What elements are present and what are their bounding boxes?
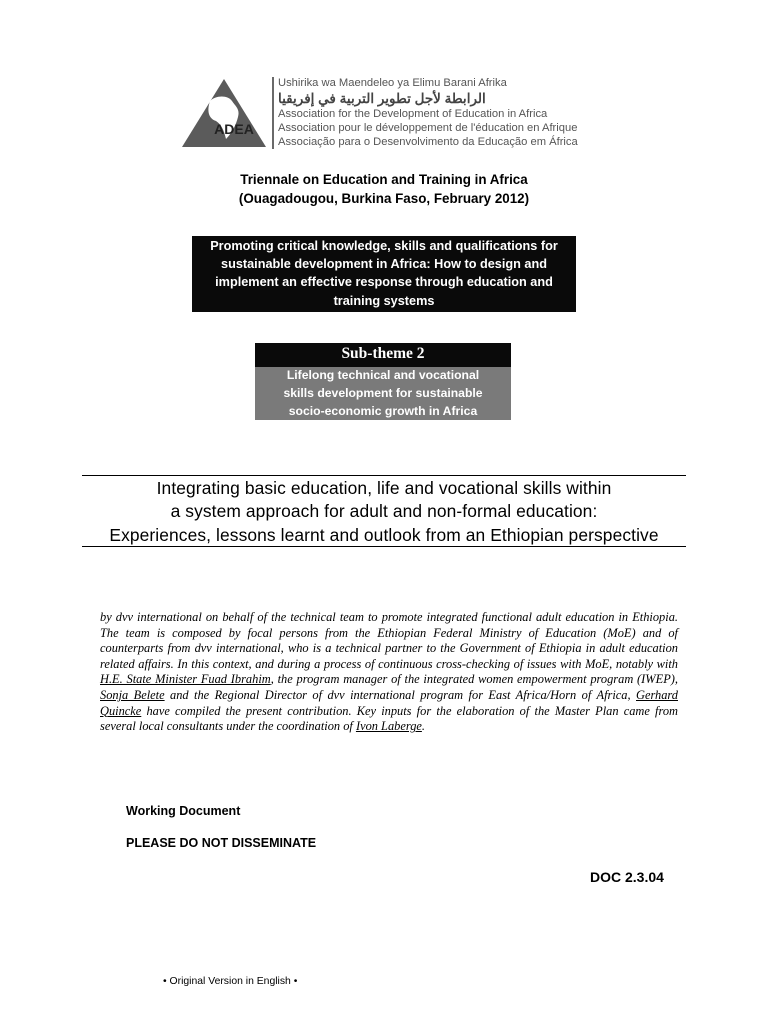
conference-location: (Ouagadougou, Burkina Faso, February 2012) xyxy=(238,191,530,206)
person-name: Gerhard Quincke xyxy=(100,687,678,718)
working-document-label: Working Document xyxy=(126,804,241,818)
theme-line: implement an effective response through education and xyxy=(215,275,553,290)
person-name: Ivon Laberge xyxy=(355,719,422,734)
subtheme-line: Lifelong technical and vocational xyxy=(286,368,480,382)
title-line: Integrating basic education, life and vocational skills within xyxy=(156,478,612,498)
subtheme-line: socio-economic growth in Africa xyxy=(288,403,478,418)
theme-line: Promoting critical knowledge, skills and qualifications for xyxy=(210,239,558,253)
title-line: Experiences, lessons learnt and outlook from an Ethiopian perspective xyxy=(109,524,659,545)
abstract-text: by dvv international on behalf of the technical team to promote integrated functional adult education in Ethiopia. The team is composed by focal persons from the Ethiopian Federal Ministry of Education (MoE) and of counterparts from dvv international, who is a technical partner to the Government of Ethiopia in adult education related affairs. In this context, and during a process of continuous cross-checking of issues with MoE, notably with xyxy=(100,610,678,671)
subtheme-box xyxy=(255,367,511,420)
document-title xyxy=(72,477,696,547)
adea-logo xyxy=(180,72,590,154)
logo-arabic: الرابطة لأجل تطوير التربية في إفريقيا xyxy=(278,91,486,106)
logo-portuguese: Associação para o Desenvolvimento da Educação em África xyxy=(278,136,578,148)
logo-divider xyxy=(272,77,274,149)
subtheme-heading: Sub-theme 2 xyxy=(255,343,511,367)
abstract-text: , the program manager of the integrated women empowerment program (IWEP), xyxy=(270,672,678,687)
document-number: DOC 2.3.04 xyxy=(590,869,664,885)
title-line: a system approach for adult and non-formal education: xyxy=(170,501,598,522)
logo-french: Association pour le développement de l'éducation en Afrique xyxy=(278,122,578,134)
theme-line: sustainable development in Africa: How to design and xyxy=(221,257,547,272)
adea-acronym: ADEA xyxy=(214,121,254,137)
logo-text-block xyxy=(278,77,578,149)
subtheme-line: skills development for sustainable xyxy=(283,385,483,400)
original-version-note: • Original Version in English • xyxy=(163,976,298,987)
adea-emblem-icon xyxy=(180,73,268,153)
person-name: Sonja Belete xyxy=(100,687,165,702)
abstract-text: have compiled the present contribution. Key inputs for the elaboration of the Master Plan came from several local consultants under the coordination of xyxy=(100,703,678,734)
conference-title: Triennale on Education and Training in Africa xyxy=(240,172,528,187)
title-rule-top xyxy=(82,475,686,476)
abstract-text: . xyxy=(421,719,425,734)
theme-line: training systems xyxy=(333,293,435,308)
logo-swahili: Ushirika wa Maendeleo ya Elimu Barani Afrika xyxy=(278,77,507,89)
abstract-text: and the Regional Director of dvv international program for East Africa/Horn of Africa, xyxy=(164,687,636,702)
title-rule-bottom xyxy=(82,546,686,547)
person-name: H.E. State Minister Fuad Ibrahim xyxy=(100,672,271,687)
authorship-paragraph xyxy=(100,610,678,735)
do-not-disseminate-label: PLEASE DO NOT DISSEMINATE xyxy=(126,836,317,850)
theme-box xyxy=(192,236,576,312)
logo-english: Association for the Development of Education in Africa xyxy=(278,108,548,120)
